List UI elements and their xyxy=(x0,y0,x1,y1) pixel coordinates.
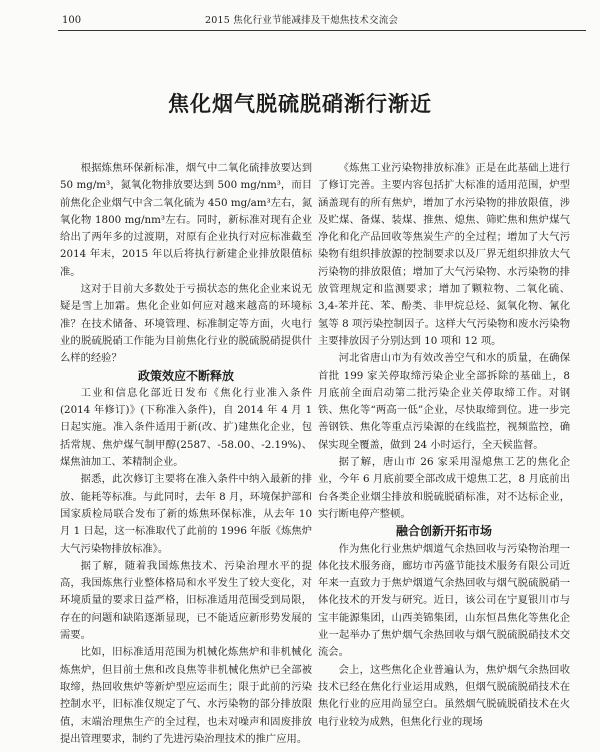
paragraph: 《炼焦工业污染物排放标准》正是在此基础上进行了修订完善。主要内容包括扩大标准的适用范围，炉型涵盖现有的所有焦炉，增加了水污染物的排放限值，涉及贮煤、备煤、装煤、推焦、熄焦、筛贮焦和焦炉煤气净化和化产品回收等焦炭生产的全过程；增加了大气污染物有组织排放源的控制要求以及厂界无组织排放大气污染物的排放限值；增加了大气污染物、水污染物的排放管理规定和监测要求；增加了颗粒物、二氧化硫、3,4-苯并芘、苯、酚类、非甲烷总烃、氮氧化物、氰化氢等 8 项污染控制因子。这样大气污染物和废水污染物主要排放因子分别达到 10 项和 12 项。 xyxy=(318,162,570,347)
paragraph: 根据炼焦环保新标准，烟气中二氧化硫排放要达到 50 mg/m³，氮氧化物排放要达到 500 mg/nm³，而目前焦化企业烟气中含二氧化硫为 450 mg/am³左右，氮氧化物 1800 mg/nm³左右。同时，新标准对现有企业给出了两年多的过渡期，对原有企业执行对应标准截至 2014 年末，2015 年以后将执行新建企业排放限值标准。 xyxy=(60,162,312,278)
paragraph: 比如，旧标准适用范围为机械化炼焦炉和非机械化炼焦炉，但目前土焦和改良焦等非机械化焦炉已全部被取缔，热回收焦炉等新炉型应运而生；限于此前的污染控制水平，旧标准仅规定了气、水污染物的部分排放限值，末端治理焦生产的全过程，也未对噪声和固废排放提出管理要求，制约了先进污染治理技术的推广应用。 xyxy=(60,646,312,745)
page-header xyxy=(0,0,600,30)
left-column xyxy=(60,160,312,752)
article-title: 焦化烟气脱硫脱硝渐行渐近 xyxy=(168,92,432,116)
section-heading: 融合创新开拓市场 xyxy=(395,524,492,539)
paragraph: 据悉，此次修订主要将在准入条件中纳入最新的排放、能耗等标准。与此同时，去年 8 月，环境保护部和国家质检局联合发布了新的炼焦环保标准，从去年 10 月 1 日起，这一标准取代了此前的 1996 年版《炼焦炉大气污染物排放标准》。 xyxy=(60,473,312,555)
paragraph: 工业和信息化部近日发布《焦化行业准入条件(2014 年修订)》(下称准入条件)，自 2014 年 4 月 1 日起实施。准入条件适用于新(改、扩)建焦化企业，包括常规、焦炉煤气制甲醇(2587、-58.00、-2.19%)、煤焦油加工、苯精制企业。 xyxy=(60,386,312,469)
section-heading: 政策效应不断释放 xyxy=(137,368,234,383)
paragraph: 这对于目前大多数处于亏损状态的焦化企业来说无疑是雪上加霜。焦化企业如何应对越来越高的环境标准？在技术储备、环境管理、标准制定等方面，火电行业的脱硫脱硝工作能为目前焦化行业的脱硫脱硝提供什么样的经验？ xyxy=(60,283,312,365)
right-column xyxy=(318,160,570,752)
paragraph: 会上，这些焦化企业普遍认为，焦炉烟气余热回收技术已经在焦化行业运用成熟，但烟气脱硫脱硝技术在焦化行业的应用尚显空白。虽然烟气脱硫脱硝技术在火电行业较为成熟，但焦化行业的现场 xyxy=(318,663,570,728)
running-title: 2015 焦化行业节能减排及干熄焦技术交流会 xyxy=(205,15,399,26)
page-number: 100 xyxy=(62,15,82,26)
paragraph: 据了解，唐山市 26 家采用湿熄焦工艺的焦化企业，今年 6 月底前要全部改成干熄焦工艺，8 月底前出台各类企业烟尘排放和脱硫脱硝标准，对不达标企业，实行断电停产整顿。 xyxy=(318,456,570,520)
paragraph: 作为焦化行业焦炉烟道气余热回收与污染物治理一体化技术服务商，廊坊市芮盛节能技术服务有限公司近年来一直致力于焦炉烟道气余热回收与烟气脱硫脱硝一体化技术的开发与研究。近日，该公司在宁夏银川市与宝丰能源集团，山西美锦集团，山东恒昌焦化等焦化企业一起举办了焦炉烟气余热回收与烟气脱硫脱硝技术交流会。 xyxy=(318,542,570,659)
paragraph: 河北省唐山市为有效改善空气和水的质量，在确保首批 199 家关停取缔污染企业全部拆除的基础上，8 月底前全面启动第二批污染企业关停取缔工作。对钢铁、焦化等“两高一低”企业，尽快取缔到位。进一步完善钢铁、焦化等重点污染源的在线监控，视频监控，确保实现全覆盖，做到 24 小时运行，全天候监督。 xyxy=(318,352,570,451)
paragraph: 据了解，随着我国炼焦技术、污染治理水平的提高，我国炼焦行业整体格局和水平发生了较大变化，对环境质量的要求日益严格，旧标准适用范围受到局限，存在的问题和缺陷逐渐显现，已不能适应新形势发展的需要。 xyxy=(60,559,312,642)
header-divider xyxy=(58,30,586,31)
